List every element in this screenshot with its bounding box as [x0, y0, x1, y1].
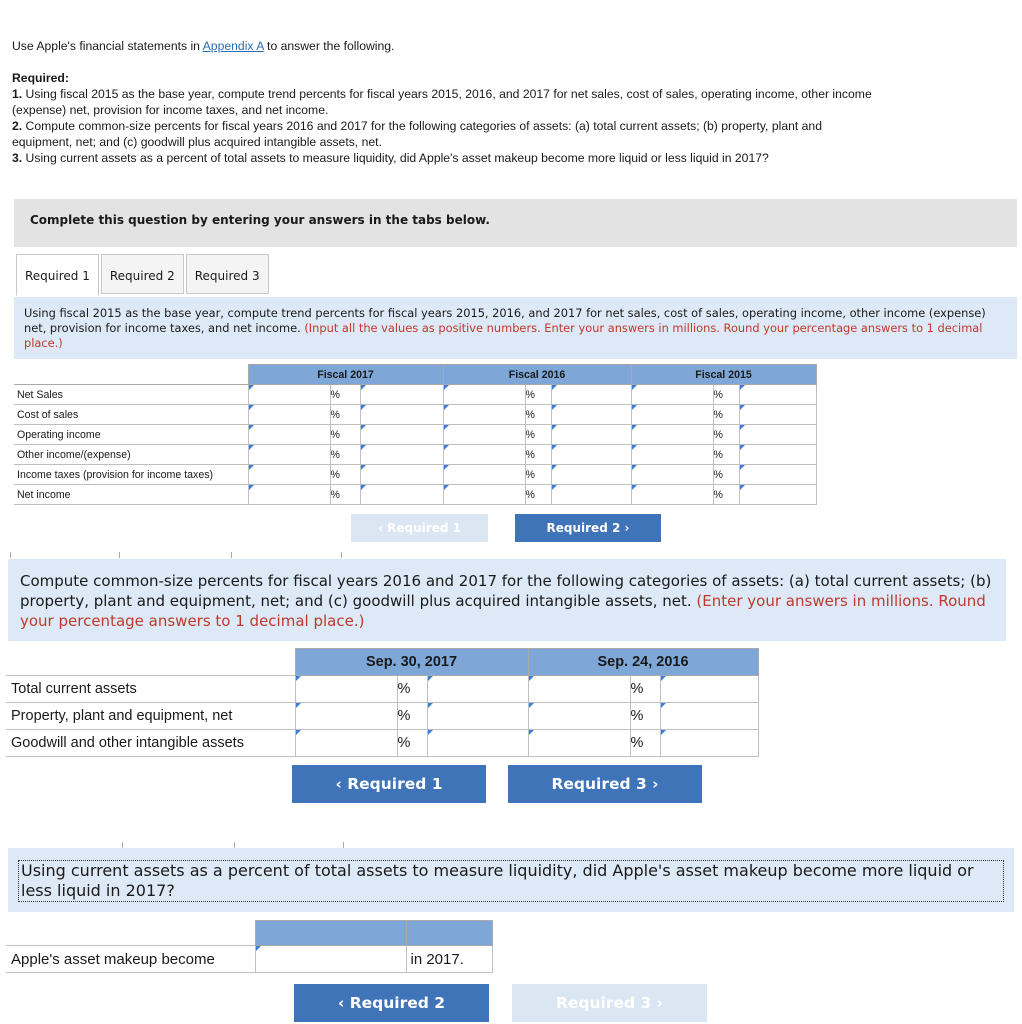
percent-input[interactable]: [360, 485, 443, 505]
percent-input[interactable]: [739, 385, 816, 405]
requirement-1: 1. Using fiscal 2015 as the base year, compute trend percents for fiscal years 2015, 2016, and 2017 for net sales, cost of sales, operating income, other income (expense) net, provision for income taxes, and net income.: [12, 87, 872, 117]
tab-required-3[interactable]: Required 3: [186, 254, 269, 294]
table-row: [6, 946, 492, 973]
amount-input[interactable]: [295, 703, 397, 730]
percent-sign: %: [525, 425, 551, 445]
part3-prompt-text: Using current assets as a percent of total assets to measure liquidity, did Apple's asset makeup become more liquid or less liquid in 2017?: [18, 860, 1004, 902]
amount-input[interactable]: [631, 445, 713, 465]
part2-prompt: [8, 559, 1006, 641]
table-row: [14, 445, 816, 465]
percent-input[interactable]: [360, 445, 443, 465]
amount-input[interactable]: [443, 445, 525, 465]
percent-sign: %: [713, 385, 739, 405]
table-row: [14, 405, 816, 425]
amount-input[interactable]: [295, 730, 397, 757]
next-required-2-button[interactable]: [515, 514, 661, 542]
percent-input[interactable]: [739, 485, 816, 505]
intro-suffix: to answer the following.: [263, 39, 395, 53]
next-required-3-button[interactable]: [508, 765, 702, 803]
percent-input[interactable]: [427, 730, 528, 757]
table-row: [6, 676, 758, 703]
amount-input[interactable]: [631, 385, 713, 405]
row-label: Apple's asset makeup become: [6, 946, 255, 973]
part2-note: (Enter your answers in millions. Round your percentage answers to 1 decimal place.): [20, 592, 986, 630]
percent-sign: %: [330, 465, 360, 485]
amount-input[interactable]: [248, 425, 330, 445]
percent-sign: %: [330, 445, 360, 465]
percent-sign: %: [330, 385, 360, 405]
amount-input[interactable]: [443, 385, 525, 405]
requirement-3: 3. Using current assets as a percent of total assets to measure liquidity, did Apple's asset makeup become more liquid or less liquid in 2017?: [12, 151, 769, 165]
chevron-right-icon: ›: [652, 775, 659, 793]
amount-input[interactable]: [631, 425, 713, 445]
row-suffix: in 2017.: [406, 946, 492, 973]
liquidity-select[interactable]: [255, 946, 406, 973]
intro-prefix: Use Apple's financial statements in: [12, 39, 203, 53]
amount-input[interactable]: [631, 405, 713, 425]
percent-sign: %: [330, 425, 360, 445]
row-label: Total current assets: [6, 676, 295, 703]
instructions-banner: Complete this question by entering your answers in the tabs below.: [14, 199, 1017, 247]
prev-required-1-button-part2[interactable]: [292, 765, 486, 803]
table-row: [6, 703, 758, 730]
next-button-label: Required 3: [551, 775, 647, 793]
row-label: Goodwill and other intangible assets: [6, 730, 295, 757]
percent-sign: %: [713, 425, 739, 445]
percent-input[interactable]: [360, 425, 443, 445]
amount-input[interactable]: [528, 676, 630, 703]
percent-input[interactable]: [739, 445, 816, 465]
trend-percent-table: [14, 364, 817, 505]
requirement-2: 2. Compute common-size percents for fiscal years 2016 and 2017 for the following categories of assets: (a) total current assets; (b) property, plant and equipment, net; and (c) goodwill plus acquired intangible assets, net.: [12, 119, 822, 149]
table-row: [14, 385, 816, 405]
percent-sign: %: [330, 485, 360, 505]
col-fiscal-2017: Fiscal 2017: [248, 365, 443, 385]
percent-input[interactable]: [739, 405, 816, 425]
prev-button-label: Required 2: [349, 994, 446, 1012]
percent-input[interactable]: [360, 405, 443, 425]
chevron-left-icon: ‹: [378, 521, 383, 535]
chevron-left-icon: ‹: [335, 775, 342, 793]
percent-sign: %: [713, 405, 739, 425]
percent-sign: %: [630, 676, 660, 703]
amount-input[interactable]: [443, 465, 525, 485]
percent-input[interactable]: [660, 703, 758, 730]
row-label: Other income/(expense): [14, 445, 248, 465]
amount-input[interactable]: [631, 465, 713, 485]
next-required-3-button-disabled: [512, 984, 707, 1022]
intro-text: [12, 38, 872, 166]
percent-input[interactable]: [551, 445, 631, 465]
percent-input[interactable]: [660, 676, 758, 703]
percent-sign: %: [330, 405, 360, 425]
col-sep-30-2017: Sep. 30, 2017: [295, 649, 528, 676]
liquidity-header-blank: [255, 921, 406, 946]
amount-input[interactable]: [248, 445, 330, 465]
part1-prompt-text: Using fiscal 2015 as the base year, compute trend percents for fiscal years 2015, 2016, and 2017 for net sales, cost of sales, operating income, other income (expense) net, provision for income taxes, and net income.: [24, 306, 986, 335]
part2-prompt-text: Compute common-size percents for fiscal years 2016 and 2017 for the following categories of assets: (a) total current assets; (b) property, plant and equipment, net; and (c) goodwill plus acquired intangible assets, net.: [20, 572, 992, 610]
row-label: Net Sales: [14, 385, 248, 405]
percent-input[interactable]: [360, 465, 443, 485]
row-label: Net income: [14, 485, 248, 505]
table-row: [6, 730, 758, 757]
amount-input[interactable]: [295, 676, 397, 703]
amount-input[interactable]: [631, 485, 713, 505]
percent-input[interactable]: [739, 465, 816, 485]
prev-button-label: Required 1: [347, 775, 443, 793]
percent-input[interactable]: [360, 385, 443, 405]
amount-input[interactable]: [248, 485, 330, 505]
part1-prompt: [14, 297, 1017, 359]
percent-sign: %: [397, 730, 427, 757]
percent-sign: %: [713, 465, 739, 485]
prev-required-1-button: [351, 514, 488, 542]
amount-input[interactable]: [248, 405, 330, 425]
amount-input[interactable]: [443, 405, 525, 425]
table-row: [14, 465, 816, 485]
liquidity-header-blank: [406, 921, 492, 946]
col-fiscal-2015: Fiscal 2015: [631, 365, 816, 385]
amount-input[interactable]: [443, 485, 525, 505]
liquidity-table: [6, 920, 493, 973]
percent-input[interactable]: [551, 385, 631, 405]
percent-sign: %: [525, 445, 551, 465]
percent-sign: %: [525, 465, 551, 485]
divider-tick: [341, 552, 342, 558]
next-button-label: Required 3: [555, 994, 652, 1012]
required-heading: Required:: [12, 71, 69, 85]
divider-tick: [119, 552, 120, 558]
tab-required-2[interactable]: Required 2: [101, 254, 184, 294]
col-fiscal-2016: Fiscal 2016: [443, 365, 631, 385]
amount-input[interactable]: [443, 425, 525, 445]
percent-input[interactable]: [427, 676, 528, 703]
percent-input[interactable]: [660, 730, 758, 757]
percent-input[interactable]: [739, 425, 816, 445]
percent-sign: %: [713, 445, 739, 465]
percent-input[interactable]: [551, 405, 631, 425]
percent-sign: %: [525, 385, 551, 405]
col-sep-24-2016: Sep. 24, 2016: [528, 649, 758, 676]
amount-input[interactable]: [248, 385, 330, 405]
tab-required-1[interactable]: Required 1: [16, 254, 99, 296]
percent-input[interactable]: [551, 465, 631, 485]
row-label: Operating income: [14, 425, 248, 445]
percent-sign: %: [630, 730, 660, 757]
part1-note: (Input all the values as positive numbers. Enter your answers in millions. Round your percentage answers to 1 decimal place.): [24, 321, 983, 350]
table-row: [14, 485, 816, 505]
common-size-table: [6, 648, 759, 757]
divider-tick: [231, 552, 232, 558]
percent-sign: %: [630, 703, 660, 730]
amount-input[interactable]: [528, 730, 630, 757]
row-label: Income taxes (provision for income taxes): [14, 465, 248, 485]
percent-sign: %: [525, 405, 551, 425]
percent-input[interactable]: [551, 425, 631, 445]
divider-tick: [10, 552, 11, 558]
appendix-link[interactable]: Appendix A: [202, 39, 264, 53]
row-label: Cost of sales: [14, 405, 248, 425]
chevron-right-icon: ›: [656, 994, 664, 1012]
percent-input[interactable]: [427, 703, 528, 730]
amount-input[interactable]: [248, 465, 330, 485]
percent-input[interactable]: [551, 485, 631, 505]
prev-required-2-button[interactable]: [294, 984, 489, 1022]
amount-input[interactable]: [528, 703, 630, 730]
percent-sign: %: [525, 485, 551, 505]
chevron-right-icon: ›: [624, 521, 630, 535]
next-button-label: Required 2: [546, 521, 621, 535]
row-label: Property, plant and equipment, net: [6, 703, 295, 730]
percent-sign: %: [397, 703, 427, 730]
tab-bar: [16, 254, 271, 296]
chevron-left-icon: ‹: [337, 994, 345, 1012]
percent-sign: %: [713, 485, 739, 505]
percent-sign: %: [397, 676, 427, 703]
table-row: [14, 425, 816, 445]
part3-prompt: [8, 848, 1014, 912]
prev-button-label: Required 1: [387, 521, 461, 535]
